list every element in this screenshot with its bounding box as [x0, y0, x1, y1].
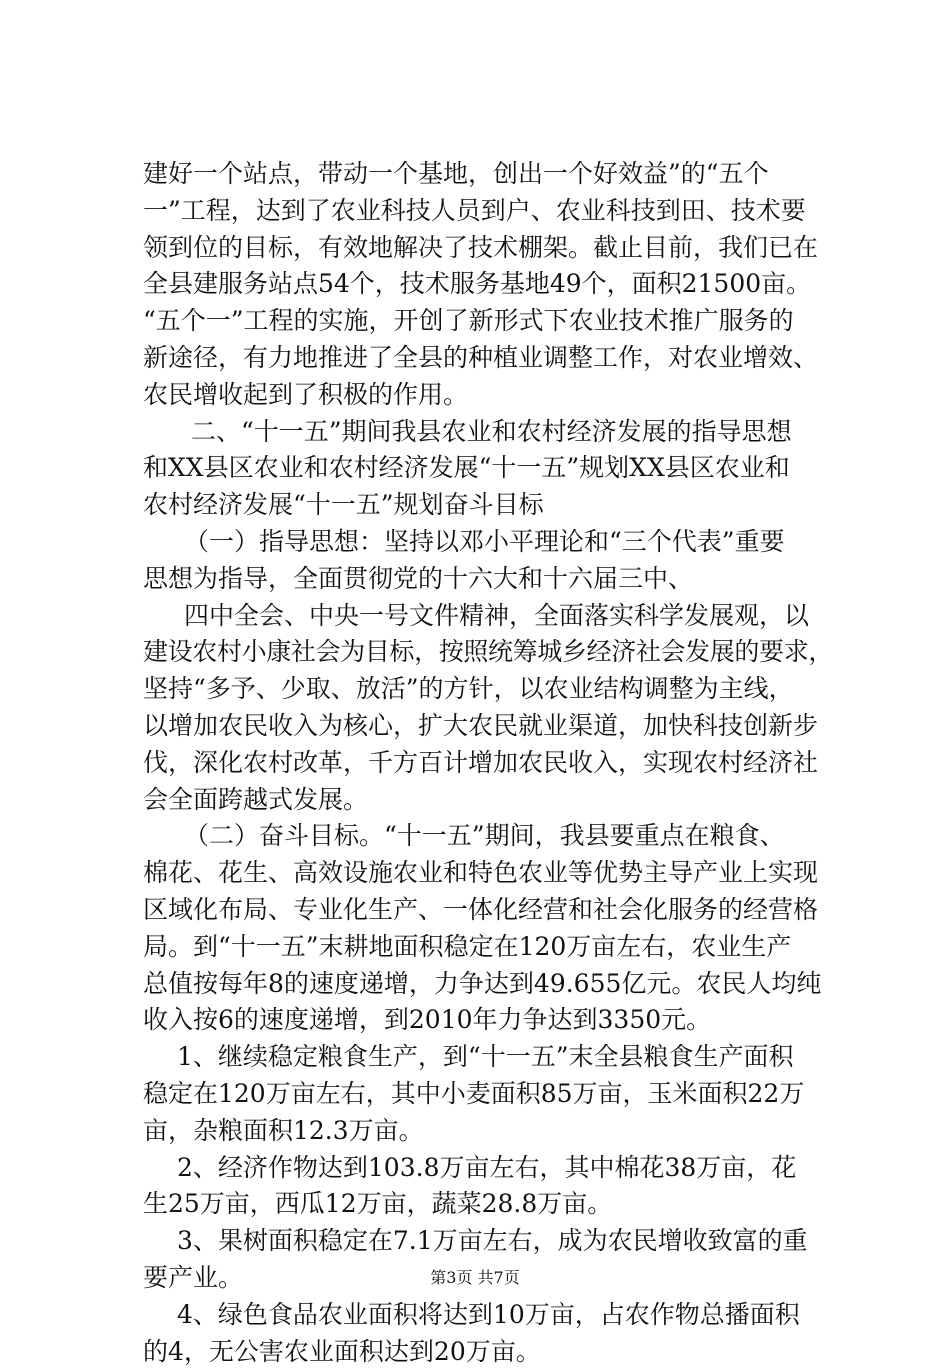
document-body — [143, 156, 833, 1370]
document-line: 新途径，有力地推进了全县的种植业调整工作，对农业增效、 — [143, 340, 833, 377]
document-line: 领到位的目标，有效地解决了技术棚架。截止目前，我们已在 — [143, 230, 833, 267]
document-line: 一”工程，达到了农业科技人员到户、农业科技到田、技术要 — [143, 193, 833, 230]
document-line: 1、继续稳定粮食生产，到“十一五”末全县粮食生产面积 — [143, 1039, 833, 1076]
document-line: 伐，深化农村改革，千方百计增加农民收入，实现农村经济社 — [143, 745, 833, 782]
document-line: 生25万亩，西瓜12万亩，蔬菜28.8万亩。 — [143, 1186, 833, 1223]
document-line: 收入按6的速度递增，到2010年力争达到3350元。 — [143, 1002, 833, 1039]
document-line: 棉花、花生、高效设施农业和特色农业等优势主导产业上实现 — [143, 855, 833, 892]
document-line: 局。到“十一五”末耕地面积稳定在120万亩左右，农业生产 — [143, 929, 833, 966]
document-line: 坚持“多予、少取、放活”的方针，以农业结构调整为主线， — [143, 671, 833, 708]
document-line: （二）奋斗目标。“十一五”期间，我县要重点在粮食、 — [143, 818, 833, 855]
document-line: 建设农村小康社会为目标，按照统筹城乡经济社会发展的要求， — [143, 634, 833, 671]
document-line: 3、果树面积稳定在7.1万亩左右，成为农民增收致富的重 — [143, 1223, 833, 1260]
document-line: 4、绿色食品农业面积将达到10万亩，占农作物总播面积 — [143, 1297, 833, 1334]
document-line: 2、经济作物达到103.8万亩左右，其中棉花38万亩，花 — [143, 1150, 833, 1187]
document-line: 区域化布局、专业化生产、一体化经营和社会化服务的经营格 — [143, 892, 833, 929]
document-line: 全县建服务站点54个，技术服务基地49个，面积21500亩。 — [143, 266, 833, 303]
document-line: 农民增收起到了积极的作用。 — [143, 377, 833, 414]
document-line: 的4，无公害农业面积达到20万亩。 — [143, 1334, 833, 1370]
document-line: 会全面跨越式发展。 — [143, 782, 833, 819]
document-line: （一）指导思想：坚持以邓小平理论和“三个代表”重要 — [143, 524, 833, 561]
document-line: 亩，杂粮面积12.3万亩。 — [143, 1113, 833, 1150]
document-line: 稳定在120万亩左右，其中小麦面积85万亩，玉米面积22万 — [143, 1076, 833, 1113]
document-line: “五个一”工程的实施，开创了新形式下农业技术推广服务的 — [143, 303, 833, 340]
document-line: 总值按每年8的速度递增，力争达到49.655亿元。农民人均纯 — [143, 966, 833, 1003]
document-line: 要产业。 — [143, 1260, 833, 1297]
document-line: 二、“十一五”期间我县农业和农村经济发展的指导思想 — [143, 414, 833, 451]
document-line: 以增加农民收入为核心，扩大农民就业渠道，加快科技创新步 — [143, 708, 833, 745]
document-line: 和XX县区农业和农村经济发展“十一五”规划XX县区农业和 — [143, 450, 833, 487]
document-line: 思想为指导，全面贯彻党的十六大和十六届三中、 — [143, 561, 833, 598]
document-line: 四中全会、中央一号文件精神，全面落实科学发展观，以 — [143, 598, 833, 635]
document-line: 农村经济发展“十一五”规划奋斗目标 — [143, 487, 833, 524]
page-footer: 第3页 共7页 — [0, 1268, 950, 1288]
document-line: 建好一个站点，带动一个基地，创出一个好效益”的“五个 — [143, 156, 833, 193]
